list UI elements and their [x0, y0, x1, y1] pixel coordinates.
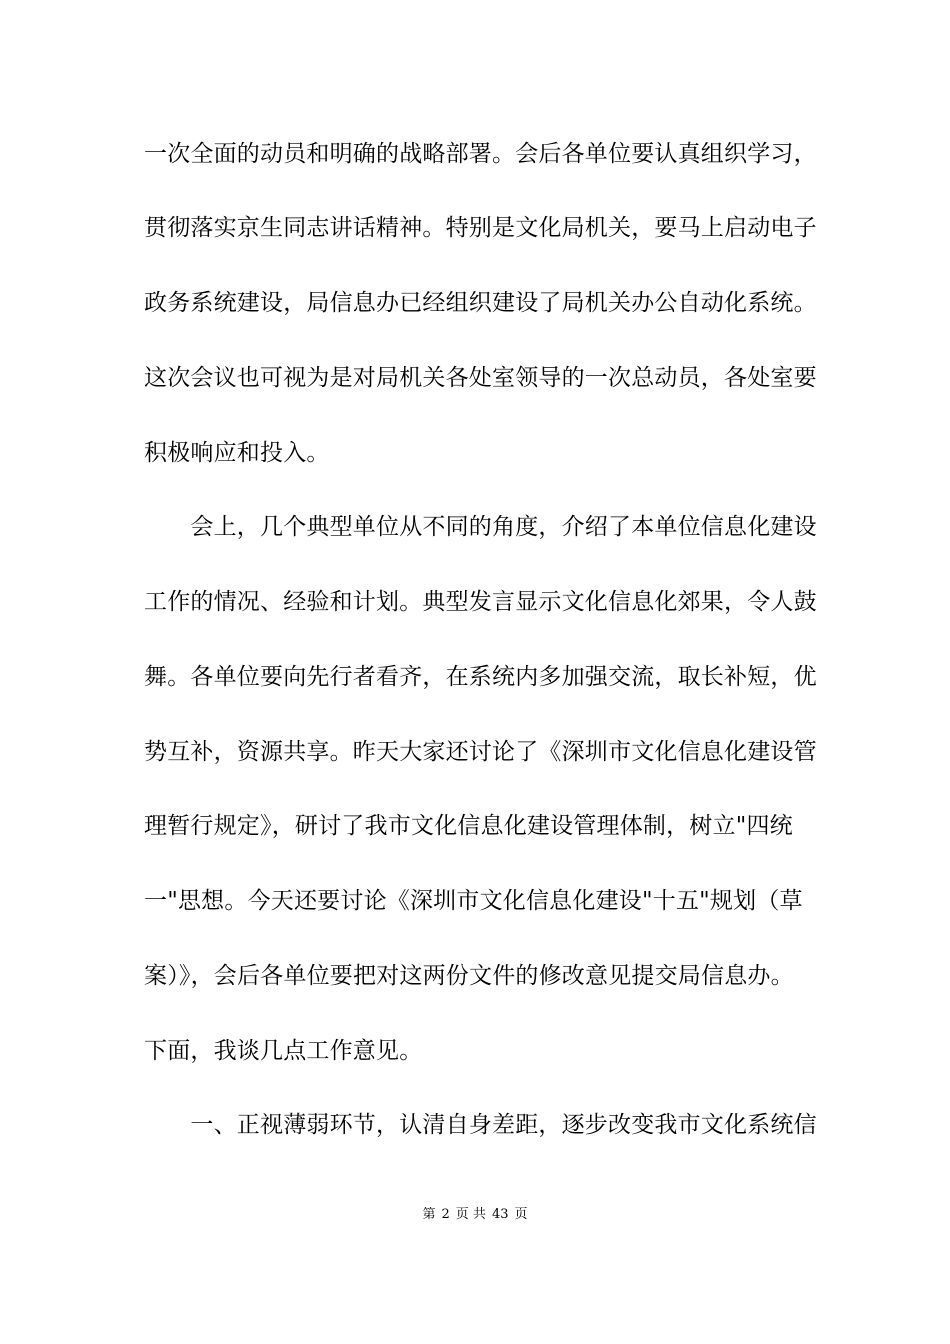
footer-prefix: 第 — [422, 1207, 436, 1222]
footer-total-pages: 43 — [491, 1207, 509, 1222]
footer-suffix: 页 — [514, 1207, 528, 1222]
text-line-8: 舞。各单位要向先行者看齐，在系统内多加强交流，取长补短，优 — [144, 664, 817, 690]
text-line-1: 一次全面的动员和明确的战略部署。会后各单位要认真组织学习， — [144, 141, 817, 167]
text-line-10: 理暂行规定》，研讨了我市文化信息化建设管理体制，树立"四统 — [144, 813, 793, 839]
text-line-12: 案）》，会后各单位要把对这两份文件的修改意见提交局信息办。 — [144, 963, 794, 989]
text-line-4: 这次会议也可视为是对局机关各处室领导的一次总动员，各处室要 — [144, 365, 817, 391]
footer-middle: 页 共 — [455, 1207, 486, 1222]
footer-current-page: 2 — [441, 1207, 450, 1222]
text-line-11: 一"思想。今天还要讨论《深圳市文化信息化建设"十五"规划（草 — [144, 888, 803, 914]
text-line-9: 势互补，资源共享。昨天大家还讨论了《深圳市文化信息化建设管 — [144, 739, 817, 765]
page-footer — [0, 1206, 950, 1224]
text-line-13: 下面，我谈几点工作意见。 — [144, 1038, 423, 1064]
text-line-6: 会上，几个典型单位从不同的角度，介绍了本单位信息化建设 — [144, 514, 817, 540]
text-line-2: 贯彻落实京生同志讲话精神。特别是文化局机关，要马上启动电子 — [144, 215, 817, 241]
text-line-3: 政务系统建设，局信息办已经组织建设了局机关办公自动化系统。 — [144, 290, 817, 316]
text-line-7: 工作的情况、经验和计划。典型发言显示文化信息化郊果，令人鼓 — [144, 589, 817, 615]
text-line-14: 一、正视薄弱环节，认清自身差距，逐步改变我市文化系统信 — [144, 1112, 817, 1138]
text-line-5: 积极响应和投入。 — [144, 440, 330, 466]
